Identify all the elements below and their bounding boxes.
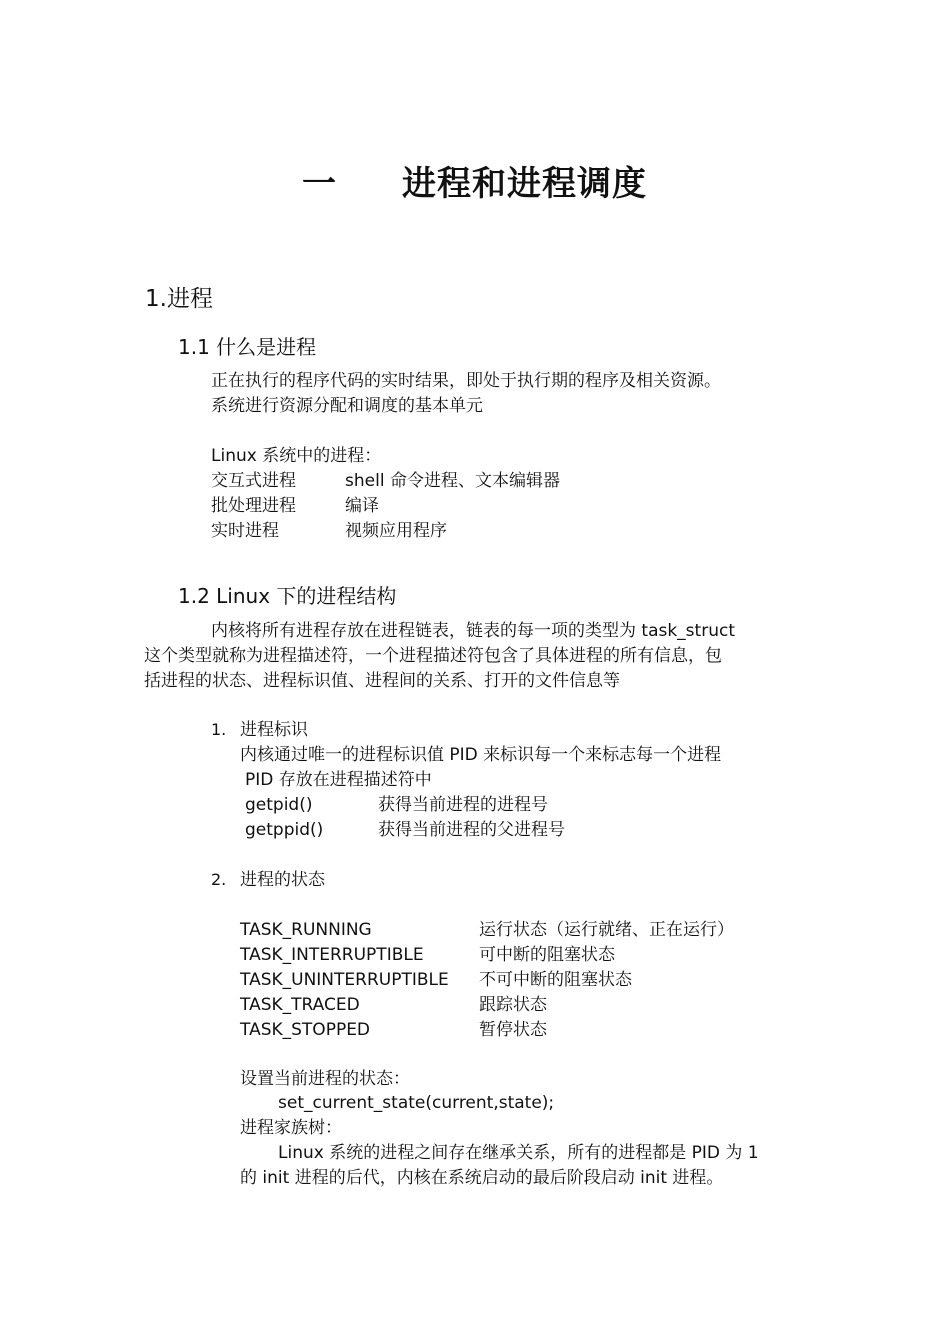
structure-para-line-3: 括进程的状态、进程标识值、进程间的关系、打开的文件信息等 xyxy=(144,671,620,691)
process-type-example: 视频应用程序 xyxy=(345,521,447,541)
process-type-name: 交互式进程 xyxy=(211,471,296,491)
structure-para-line-2: 这个类型就称为进程描述符，一个进程描述符包含了具体进程的所有信息，包 xyxy=(144,646,722,666)
chapter-number: 一 xyxy=(302,164,337,204)
list-number: 1. xyxy=(211,720,227,739)
subsection-heading-1-1: 1.1 什么是进程 xyxy=(178,335,317,359)
family-tree-line-1: Linux 系统的进程之间存在继承关系，所有的进程都是 PID 为 1 xyxy=(278,1143,759,1163)
function-desc: 获得当前进程的父进程号 xyxy=(378,820,565,840)
definition-line-2: 系统进行资源分配和调度的基本单元 xyxy=(211,396,483,416)
process-type-name: 批处理进程 xyxy=(211,496,296,516)
state-name: TASK_UNINTERRUPTIBLE xyxy=(240,970,449,990)
state-name: TASK_INTERRUPTIBLE xyxy=(240,945,424,965)
pid-storage-note: PID 存放在进程描述符中 xyxy=(245,770,432,790)
process-type-name: 实时进程 xyxy=(211,521,279,541)
state-desc: 运行状态（运行就绪、正在运行） xyxy=(479,920,734,940)
function-desc: 获得当前进程的进程号 xyxy=(378,795,548,815)
family-tree-label: 进程家族树： xyxy=(240,1118,342,1138)
process-type-example: shell 命令进程、文本编辑器 xyxy=(345,471,560,491)
set-state-code: set_current_state(current,state); xyxy=(278,1093,555,1113)
list-item-title: 进程的状态 xyxy=(240,870,325,890)
list-number: 2. xyxy=(211,870,227,889)
state-name: TASK_TRACED xyxy=(240,995,360,1015)
state-desc: 可中断的阻塞状态 xyxy=(479,945,615,965)
state-desc: 不可中断的阻塞状态 xyxy=(479,970,632,990)
process-types-intro: Linux 系统中的进程： xyxy=(211,446,382,466)
definition-line-1: 正在执行的程序代码的实时结果，即处于执行期的程序及相关资源。 xyxy=(211,371,721,391)
state-name: TASK_RUNNING xyxy=(240,920,372,940)
pid-description: 内核通过唯一的进程标识值 PID 来标识每一个来标志每一个进程 xyxy=(240,745,722,765)
state-desc: 跟踪状态 xyxy=(479,995,547,1015)
function-name: getpid() xyxy=(245,795,313,815)
list-item-title: 进程标识 xyxy=(240,720,308,740)
state-name: TASK_STOPPED xyxy=(240,1020,371,1040)
structure-para-line-1: 内核将所有进程存放在进程链表，链表的每一项的类型为 task_struct xyxy=(211,621,735,641)
function-name: getppid() xyxy=(245,820,324,840)
section-heading: 1.进程 xyxy=(145,286,213,312)
set-state-label: 设置当前进程的状态： xyxy=(240,1069,410,1089)
subsection-heading-1-2: 1.2 Linux 下的进程结构 xyxy=(178,584,397,608)
state-desc: 暂停状态 xyxy=(479,1020,547,1040)
family-tree-line-2: 的 init 进程的后代，内核在系统启动的最后阶段启动 init 进程。 xyxy=(240,1168,724,1188)
process-type-example: 编译 xyxy=(345,496,379,516)
chapter-title: 进程和进程调度 xyxy=(402,164,647,204)
